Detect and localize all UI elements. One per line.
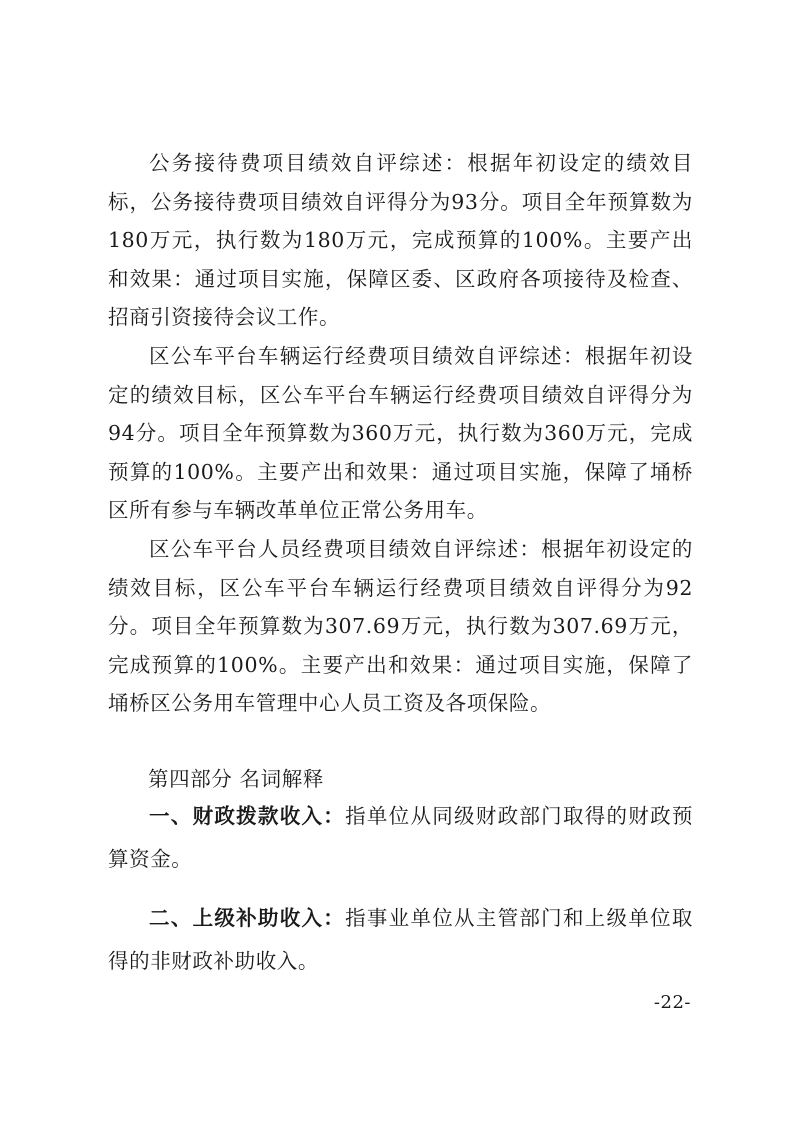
- paragraph-reception-expense: 公务接待费项目绩效自评综述：根据年初设定的绩效目标，公务接待费项目绩效自评得分为93分。项目全年预算数为180万元，执行数为180万元，完成预算的100%。主要产出和效果：通过项目实施，保障区委、区政府各项接待及检查、招商引资接待会议工作。: [108, 151, 693, 329]
- term-text: 指事业单位从主管部门和上级单位取得的非财政补助收入。: [108, 906, 693, 973]
- term-label: 一、财政拨款收入：: [149, 804, 346, 828]
- paragraph-personnel-expense: 区公车平台人员经费项目绩效自评综述：根据年初设定的绩效目标，区公车平台车辆运行经费项目绩效自评得分为92分。项目全年预算数为307.69万元，执行数为307.69万元，完成预算的100%。主要产出和效果：通过项目实施，保障了埇桥区公务用车管理中心人员工资及各项保险。: [108, 537, 693, 715]
- page-number: -22-: [653, 992, 691, 1013]
- term-definition-superior-subsidy: [108, 897, 693, 983]
- paragraph-vehicle-operation: 区公车平台车辆运行经费项目绩效自评综述：根据年初设定的绩效目标，区公车平台车辆运行经费项目绩效自评得分为94分。项目全年预算数为360万元，执行数为360万元，完成预算的100%。主要产出和效果：通过项目实施，保障了埇桥区所有参与车辆改革单位正常公务用车。: [108, 344, 693, 522]
- term-definition-fiscal-appropriation: [108, 795, 693, 881]
- section-heading: 第四部分 名词解释: [148, 767, 324, 791]
- term-text: 指单位从同级财政部门取得的财政预算资金。: [108, 804, 693, 871]
- term-label: 二、上级补助收入：: [149, 906, 346, 930]
